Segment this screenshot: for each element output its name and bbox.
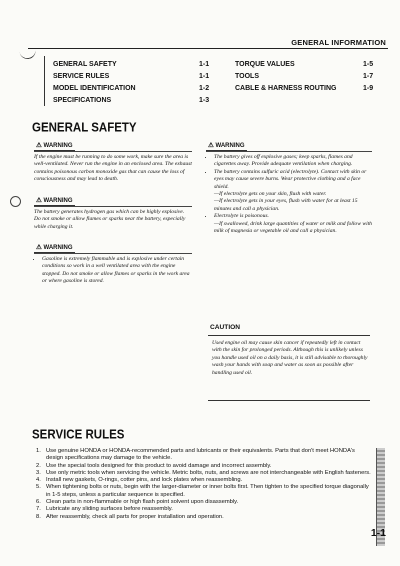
toc-link-specifications[interactable]: SPECIFICATIONS [53,97,112,104]
toc-link-general-safety[interactable]: GENERAL SAFETY [53,61,117,68]
warning-label [206,141,247,151]
toc-link-torque-values[interactable]: TORQUE VALUES [235,61,295,68]
caution-text: Used engine oil may cause skin cancer if repeatedly left in contact with the skin for prolonged periods. Although this is unlikely unless you handle used oil on a daily basis, it is still advisable to thoroughly wash your hands with soap and water as soon as possible after handling used oil. [212,340,368,376]
section-title: GENERAL INFORMATION [291,38,386,47]
list-item: 7. Lubricate any sliding surfaces before reassembly. [36,506,173,513]
toc-link-model-identification[interactable]: MODEL IDENTIFICATION [53,85,136,92]
warning-triangle-icon: ⚠ [36,244,42,251]
toc-page: 1-5 [363,61,374,68]
service-rules-heading: SERVICE RULES [32,428,125,442]
warning-label-text: WARNING [43,198,73,204]
toc-row [53,61,383,73]
list-item: 4. Install new gaskets, O-rings, cotter pins, and lock plates when reassembling. [36,477,243,484]
toc-page: 1-7 [363,73,374,80]
warning-text: The battery generates hydrogen gas which can be highly explosive. Do not smoke or allow flames or sparks near the battery, especially while charging it. [34,209,186,230]
warning-triangle-icon: ⚠ [208,142,214,149]
toc-link-cable-harness-routing[interactable]: CABLE & HARNESS ROUTING [235,85,337,92]
divider [34,151,192,152]
warning-text [34,256,192,286]
header-rule [28,48,388,49]
warning-bullet: • The battery contains sulfuric acid (electrolyte). Contact with skin or eyes may cause severe burns. Wear protective clothing and a face shield. [214,169,372,191]
toc-row [53,97,383,109]
warning-label-text: WARNING [215,143,245,149]
service-rules-list [36,448,372,521]
divider [34,253,192,254]
warning-label [34,243,75,253]
warning-subitem: —If swallowed, drink large quantities of water or milk and follow with milk of magnesia or vegetable oil and call a physician. [214,220,372,235]
list-item: 1. Use genuine HONDA or HONDA-recommended parts and lubricants or their equivalents. Parts that don't meet HONDA's design specifications may damage to the vehicle. [36,448,355,462]
warning-subitem: —If electrolyte gets in your eyes, flush with water for at least 15 minutes and call a physician. [214,198,358,212]
warning-label-text: WARNING [43,245,73,251]
list-item: 6. Clean parts in non-flammable or high flash point solvent upon disassembly. [36,499,239,506]
list-item: 8. After reassembly, check all parts for proper installation and operation. [36,513,224,520]
binder-hole-icon [10,196,21,207]
table-of-contents [44,56,379,106]
warning-label-text: WARNING [43,143,73,149]
page-number: 1-1 [370,527,386,539]
warning-triangle-icon: ⚠ [36,197,42,204]
list-item: 3. Use only metric tools when servicing the vehicle. Metric bolts, nuts, and screws are not interchangeable with English fasteners. [36,469,371,476]
warning-bullet: • Electrolyte is poisonous. [214,213,372,220]
warning-text [206,154,372,235]
warning-subitem: —If electrolyte gets on your skin, flush with water. [214,191,327,198]
caution-box [208,335,370,401]
general-safety-heading: GENERAL SAFETY [32,121,137,135]
caution-label: CAUTION [210,324,241,331]
toc-page: 1-9 [363,85,374,92]
toc-row [53,85,383,97]
toc-page: 1-1 [199,61,210,68]
divider [206,151,372,152]
warning-label [34,141,75,151]
list-item: 2. Use the special tools designed for this product to avoid damage and incorrect assembly. [36,462,272,469]
toc-link-service-rules[interactable]: SERVICE RULES [53,73,110,80]
divider [34,206,192,207]
warning-triangle-icon: ⚠ [36,142,42,149]
corner-mark [19,49,36,60]
toc-page: 1-3 [199,97,210,104]
warning-bullet: • Gasoline is extremely flammable and is explosive under certain conditions so work in a well ventilated area with the engine stopped. Do not smoke or allow flames or sparks in the work area or where gasoline is stored. [42,256,192,286]
toc-link-tools[interactable]: TOOLS [235,73,259,80]
warning-text: If the engine must be running to do some work, make sure the area is well-ventilated. Never run the engine in an enclosed area. The exhaust contains poisonous carbon monoxide gas that can cause the loss of consciousness and may lead to death. [34,154,192,183]
list-item: 5. When tightening bolts or nuts, begin with the larger-diameter or inner bolts first. Then tighten to the specified torque diagonally in 1-5 steps, unless a particular sequence is specified. [36,484,369,498]
warning-label [34,196,75,206]
warning-bullet: • The battery gives off explosive gases; keep sparks, flames and cigarettes away. Provide adequate ventilation when charging. [214,154,372,169]
toc-page: 1-1 [199,73,210,80]
toc-row [53,73,383,85]
toc-page: 1-2 [199,85,210,92]
